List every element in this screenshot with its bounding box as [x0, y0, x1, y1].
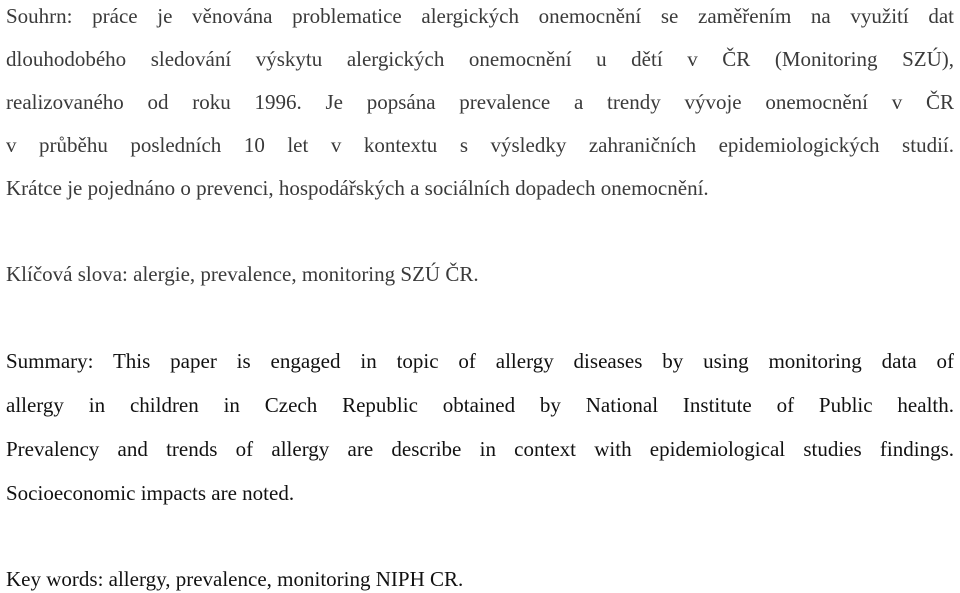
english-summary-line-1: Summary: This paper is engaged in topic of allergy diseases by using monitoring data of	[6, 349, 954, 373]
english-summary-line-3: Prevalency and trends of allergy are describe in context with epidemiological studies findings.	[6, 437, 954, 461]
czech-summary-line-1: Souhrn: práce je věnována problematice alergických onemocnění se zaměřením na využití dat	[6, 4, 954, 28]
czech-summary-line-4: v průběhu posledních 10 let v kontextu s výsledky zahraničních epidemiologických studií.	[6, 133, 954, 157]
czech-summary-line-5: Krátce je pojednáno o prevenci, hospodářských a sociálních dopadech onemocnění.	[6, 176, 709, 200]
czech-summary-line-3: realizovaného od roku 1996. Je popsána prevalence a trendy vývoje onemocnění v ČR	[6, 90, 954, 114]
english-summary-line-2: allergy in children in Czech Republic obtained by National Institute of Public health.	[6, 393, 954, 417]
english-keywords: Key words: allergy, prevalence, monitoring NIPH CR.	[6, 567, 464, 591]
czech-summary-line-2: dlouhodobého sledování výskytu alergických onemocnění u dětí v ČR (Monitoring SZÚ),	[6, 47, 954, 71]
czech-keywords: Klíčová slova: alergie, prevalence, monitoring SZÚ ČR.	[6, 262, 479, 286]
english-summary-line-4: Socioeconomic impacts are noted.	[6, 481, 295, 505]
